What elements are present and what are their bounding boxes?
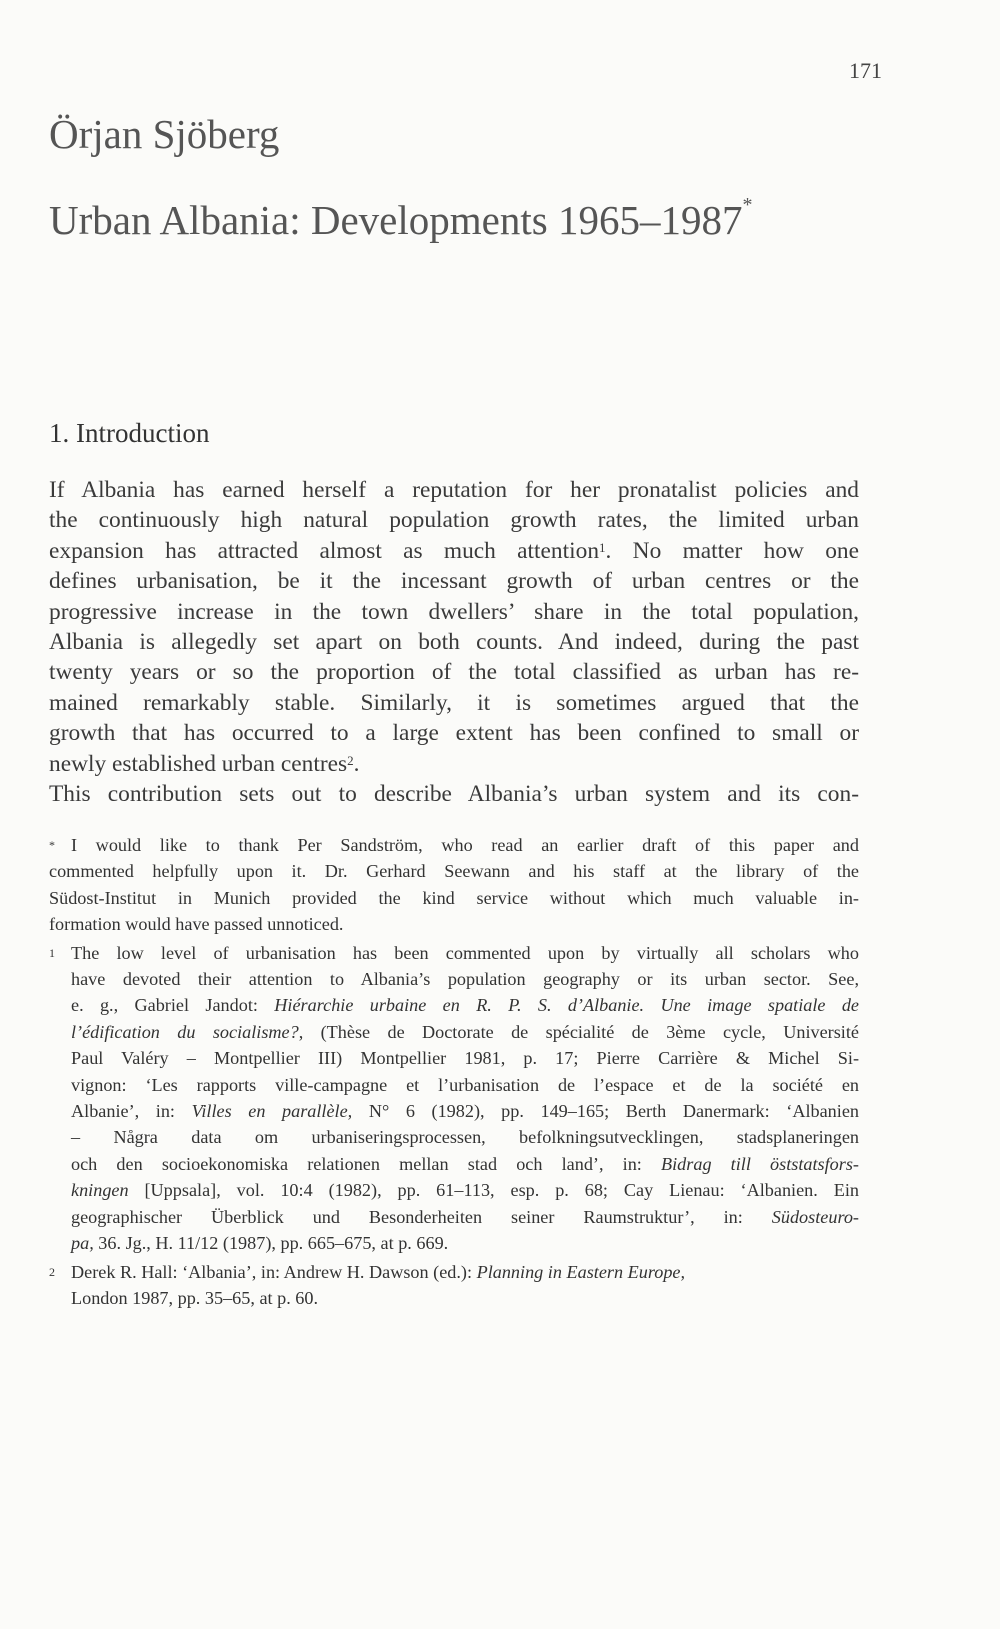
footnote-line: formation would have passed unnoticed. [49, 914, 344, 935]
footnote-line [49, 992, 859, 1018]
body-text [49, 475, 859, 809]
footnote-line: London 1987, pp. 35–65, at p. 60. [71, 1287, 319, 1308]
footnote-star [49, 832, 859, 938]
footnote-text: , (Thèse de Doctorate de spécialité de 3ème cycle, Université [298, 1021, 859, 1042]
footnote-2 [49, 1259, 859, 1312]
page-number: 171 [849, 58, 882, 83]
footnote-line [49, 1098, 859, 1124]
footnote-line: commented helpfully upon it. Dr. Gerhard Seewann and his staff at the library of the [49, 861, 859, 882]
footnote-line [49, 1259, 859, 1285]
footnote-italic: Planning in Eastern Europe, [476, 1261, 686, 1282]
footnote-line [49, 1019, 859, 1045]
footnote-italic: Bidrag till öststatsfors- [661, 1153, 859, 1174]
footnote-marker: 2 [49, 1264, 55, 1279]
body-line [49, 749, 859, 779]
body-line: Albania is allegedly set apart on both counts. And indeed, during the past [49, 629, 859, 656]
body-line: If Albania has earned herself a reputation for her pronatalist policies and [49, 477, 859, 503]
footnote-text: N° 6 (1982), pp. 149–165; Berth Danermark: ‘Albanien [352, 1101, 859, 1122]
body-line-text: . [353, 750, 360, 777]
footnote-line: The low level of urbanisation has been commented upon by virtually all scholars who [71, 942, 859, 963]
body-line-text: expansion has attracted almost as much attention [49, 537, 600, 564]
footnote-text: Derek R. Hall: ‘Albania’, in: Andrew H. Dawson (ed.): [71, 1261, 477, 1282]
footnote-line: Paul Valéry – Montpellier III) Montpellier 1981, p. 17; Pierre Carrière & Michel Si- [71, 1048, 859, 1069]
footnote-line: have devoted their attention to Albania’s population geography or its urban sector. See, [71, 969, 859, 990]
footnote-line [49, 1230, 859, 1256]
footnote-line [49, 1177, 859, 1203]
footnote-text: [Uppsala], vol. 10:4 (1982), pp. 61–113, esp. p. 68; Cay Lienau: ‘Albanien. Ein [128, 1180, 859, 1201]
article-title-text: Urban Albania: Developments 1965–1987 [49, 197, 743, 243]
article-title [49, 196, 752, 244]
footnote-italic: Hiérarchie urbaine en R. P. S. d’Albanie. Une image spatiale de [274, 995, 860, 1016]
body-line-text: . No matter how one [605, 537, 859, 564]
footnote-line [49, 1204, 859, 1230]
footnote-1 [49, 940, 859, 1257]
footnotes [49, 832, 859, 1311]
footnote-text: geographischer Überblick und Besonderheiten seiner Raumstruktur’, in: [71, 1206, 772, 1227]
body-line [49, 536, 859, 566]
body-line: twenty years or so the proportion of the total classified as urban has re- [49, 659, 859, 686]
body-line: mained remarkably stable. Similarly, it is sometimes argued that the [49, 689, 859, 716]
body-line: the continuously high natural population growth rates, the limited urban [49, 507, 859, 534]
body-line: This contribution sets out to describe Albania’s urban system and its con- [49, 781, 859, 808]
footnote-ref-2: 2 [347, 752, 354, 768]
title-footnote-mark: * [742, 194, 753, 216]
footnote-ref-1: 1 [599, 539, 606, 555]
body-line: growth that has occurred to a large extent has been confined to small or [49, 720, 859, 747]
footnote-line: I would like to thank Per Sandström, who read an earlier draft of this paper and [71, 835, 859, 855]
footnote-text: och den socioekonomiska relationen mellan stad och land’, in: [71, 1153, 662, 1174]
body-line: progressive increase in the town dwellers’ share in the total population, [49, 598, 859, 625]
footnote-line [49, 1151, 859, 1177]
footnote-marker: 1 [49, 945, 55, 960]
footnote-text: Albanie’, in: [71, 1101, 192, 1122]
footnote-italic: pa, [71, 1233, 94, 1254]
footnote-marker: * [49, 838, 55, 852]
footnote-text: e. g., Gabriel Jandot: [71, 995, 275, 1016]
footnote-line: Südost-Institut in Munich provided the kind service without which much valuable in- [49, 887, 859, 908]
author-name: Örjan Sjöberg [49, 111, 280, 157]
body-line-text: newly established urban centres [49, 750, 348, 777]
footnote-line: – Några data om urbaniseringsprocessen, befolkningsutvecklingen, stadsplaneringen [71, 1127, 859, 1148]
footnote-line: vignon: ‘Les rapports ville-campagne et l’urbanisation de l’espace et de la société en [71, 1074, 859, 1095]
footnote-italic: Villes en parallèle, [191, 1101, 353, 1122]
section-heading: 1. Introduction [49, 418, 210, 448]
footnote-italic: Südosteuro- [771, 1206, 859, 1227]
footnote-italic: kningen [71, 1180, 129, 1201]
footnote-italic: l’édification du socialisme? [71, 1021, 299, 1042]
body-line: defines urbanisation, be it the incessant growth of urban centres or the [49, 568, 859, 595]
footnote-text: 36. Jg., H. 11/12 (1987), pp. 665–675, at p. 669. [93, 1233, 449, 1254]
